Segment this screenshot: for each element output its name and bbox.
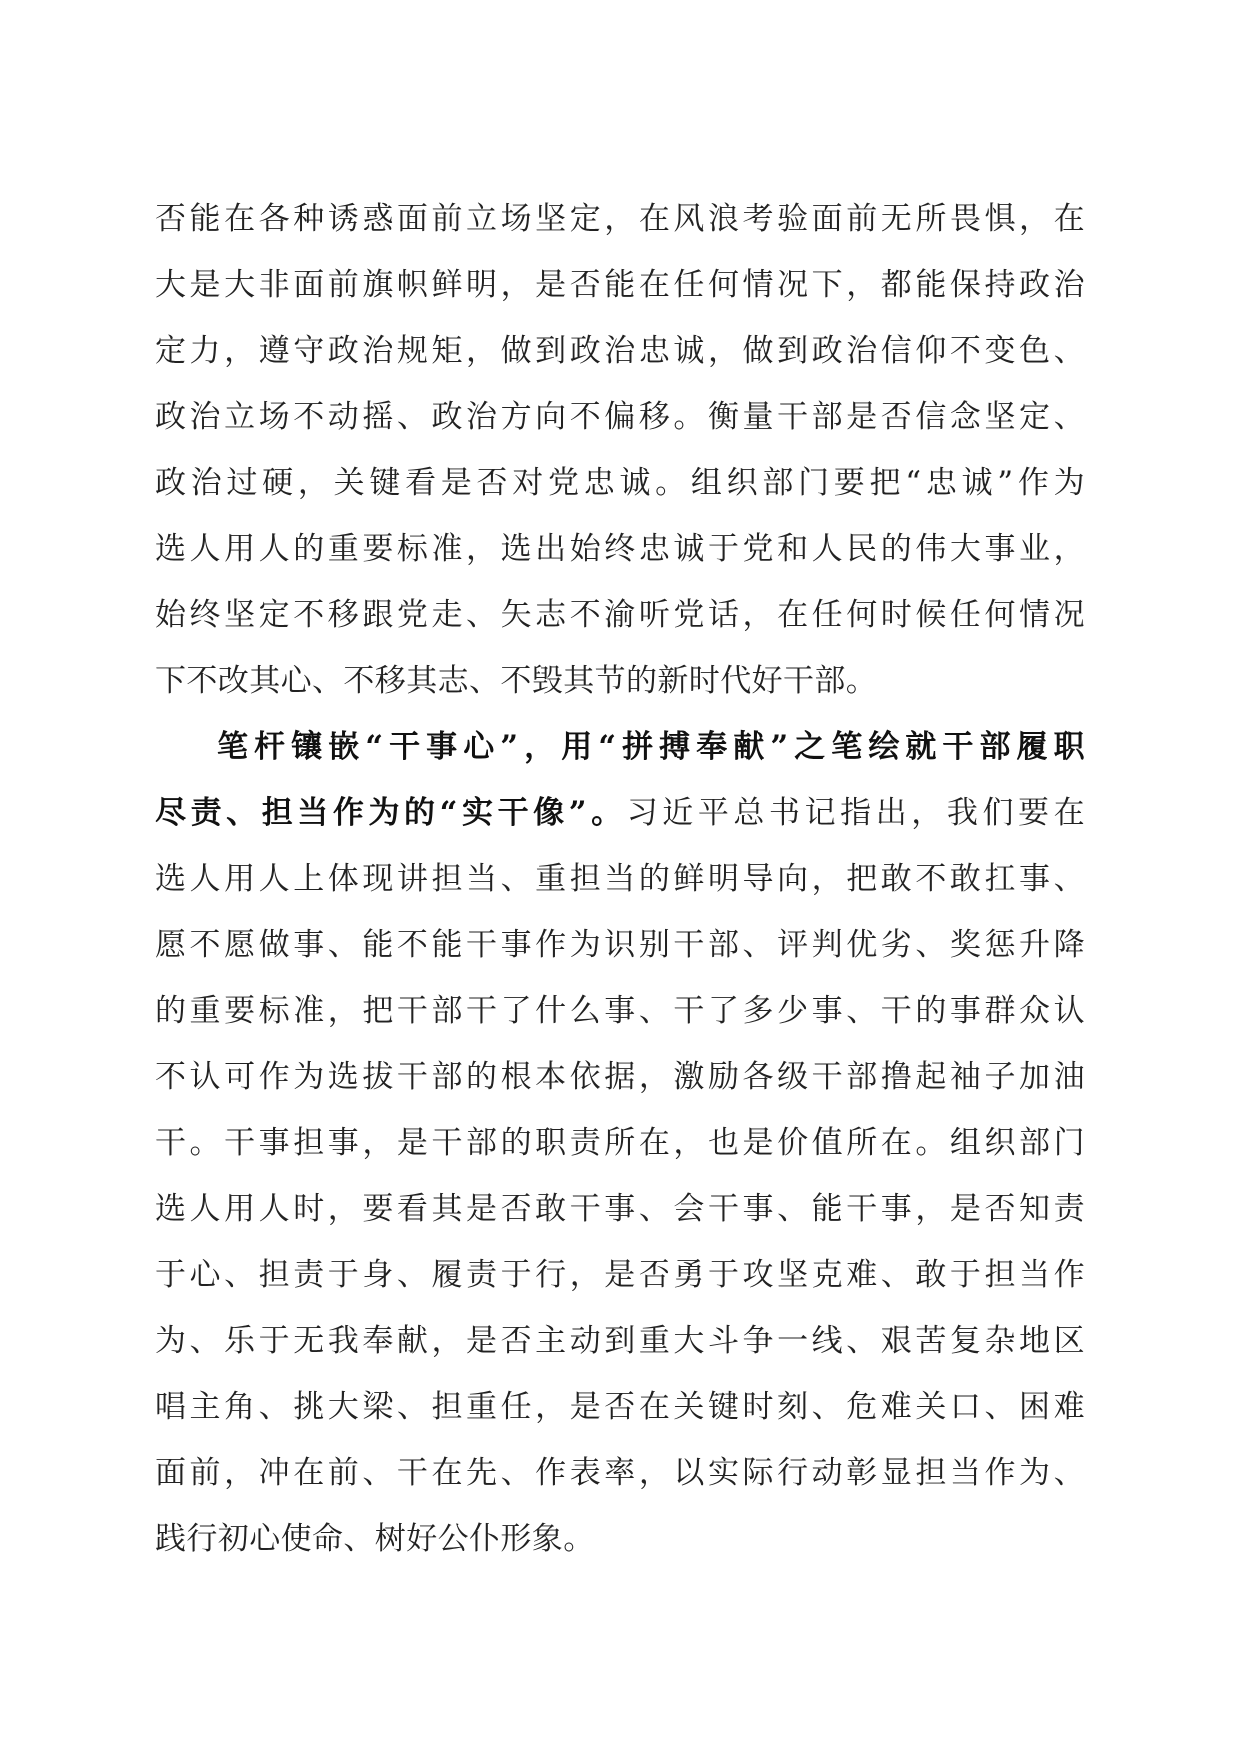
text-line: 大是大非面前旗帜鲜明，是否能在任何情况下，都能保持政治 [155, 267, 1085, 303]
text-line [155, 780, 1085, 846]
document-body [155, 186, 1085, 1572]
text-line: 下不改其心、不移其志、不毁其节的新时代好干部。 [155, 663, 878, 699]
text-line: 愿不愿做事、能不能干事作为识别干部、评判优劣、奖惩升降 [155, 927, 1085, 963]
text-line: 选人用人的重要标准，选出始终忠诚于党和人民的伟大事业， [155, 531, 1085, 567]
section-heading-end: 尽责、担当作为的“实干像”。 [155, 795, 627, 831]
text-line: 唱主角、挑大梁、担重任，是否在关键时刻、危难关口、困难 [155, 1389, 1085, 1425]
text-line: 始终坚定不移跟党走、矢志不渝听党话，在任何时候任何情况 [155, 597, 1085, 633]
text-line: 践行初心使命、树好公仆形象。 [155, 1521, 595, 1557]
section-heading: 笔杆镶嵌“干事心”，用“拼搏奉献”之笔绘就干部履职 [217, 729, 1085, 765]
paragraph-loyalty [155, 186, 1085, 714]
text-line: 于心、担责于身、履责于行，是否勇于攻坚克难、敢于担当作 [155, 1257, 1085, 1293]
text-line: 政治过硬，关键看是否对党忠诚。组织部门要把“忠诚”作为 [155, 465, 1085, 501]
text-line: 定力，遵守政治规矩，做到政治忠诚，做到政治信仰不变色、 [155, 333, 1085, 369]
text-line: 选人用人时，要看其是否敢干事、会干事、能干事，是否知责 [155, 1191, 1085, 1227]
text-line: 政治立场不动摇、政治方向不偏移。衡量干部是否信念坚定、 [155, 399, 1085, 435]
text-line: 选人用人上体现讲担当、重担当的鲜明导向，把敢不敢扛事、 [155, 861, 1085, 897]
text-line: 面前，冲在前、干在先、作表率，以实际行动彰显担当作为、 [155, 1455, 1085, 1491]
text-line: 的重要标准，把干部干了什么事、干了多少事、干的事群众认 [155, 993, 1085, 1029]
text-line-rest: 习近平总书记指出，我们要在 [626, 795, 1085, 831]
text-line: 干。干事担事，是干部的职责所在，也是价值所在。组织部门 [155, 1125, 1085, 1161]
text-line: 否能在各种诱惑面前立场坚定，在风浪考验面前无所畏惧，在 [155, 201, 1085, 237]
text-line: 为、乐于无我奉献，是否主动到重大斗争一线、艰苦复杂地区 [155, 1323, 1085, 1359]
text-line: 不认可作为选拔干部的根本依据，激励各级干部撸起袖子加油 [155, 1059, 1085, 1095]
paragraph-dedication [155, 714, 1085, 1572]
